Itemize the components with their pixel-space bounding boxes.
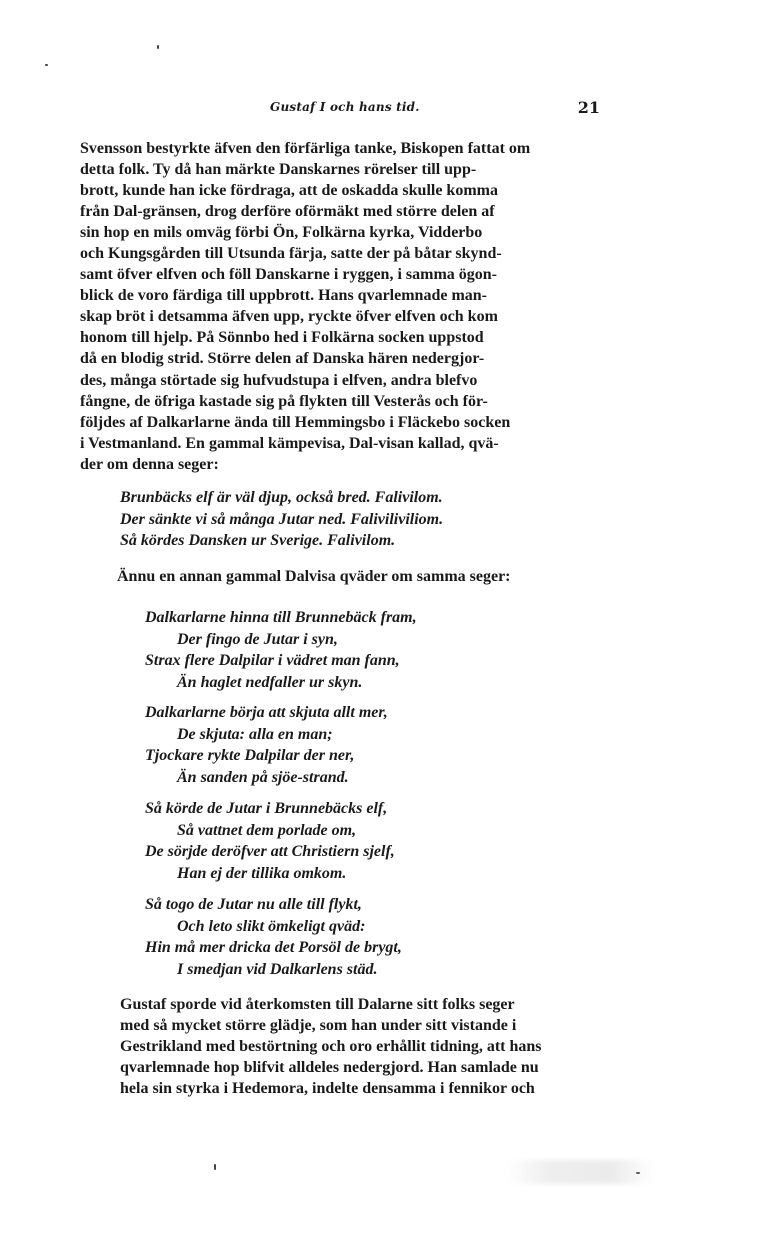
page-header: [80, 100, 600, 122]
verse-line: Han ej der tillika omkom.: [177, 864, 347, 882]
verse-line: Än sanden på sjöe-strand.: [177, 768, 349, 786]
show-through-stain: [505, 1160, 655, 1184]
text-line: detta folk. Ty då han märkte Danskarnes rörelser till upp-: [80, 161, 477, 179]
text-line: hela sin styrka i Hedemora, indelte densamma i fennikor och: [120, 1080, 535, 1098]
verse-line: De skjuta: alla en man;: [177, 725, 333, 743]
text-line: från Dal-gränsen, drog derföre oförmäkt med större delen af: [80, 203, 495, 221]
verse-line: Strax flere Dalpilar i vädret man fann,: [145, 652, 400, 669]
text-line: följdes af Dalkarlarne ända till Hemmingsbo i Fläckebo socken: [80, 413, 511, 431]
verse-line: I smedjan vid Dalkarlens städ.: [177, 960, 378, 978]
stanza-1: [145, 607, 417, 693]
verse-line: Så körde de Jutar i Brunnebäcks elf,: [145, 800, 388, 817]
verse-line: Så togo de Jutar nu alle till flykt,: [145, 896, 362, 913]
text-line: blick de voro färdiga till uppbrott. Hans qvarlemnade man-: [80, 287, 487, 305]
text-line: sin hop en mils omväg förbi Ön, Folkärna kyrka, Vidderbo: [80, 224, 483, 242]
text-line: då en blodig strid. Större delen af Danska hären nedergjor-: [80, 350, 485, 368]
text-line: der om denna seger:: [80, 455, 219, 473]
stanza-3: [145, 798, 395, 884]
ink-speck: [157, 45, 159, 49]
verse-line: Så vattnet dem porlade om,: [177, 821, 357, 839]
refrain-verse: [120, 487, 443, 552]
text-line: skap bröt i detsamma äfven upp, ryckte öfver elfven och kom: [80, 308, 498, 326]
text-line: och Kungsgården till Utsunda färja, satte der på båtar skynd-: [80, 245, 502, 263]
verse-line: Hin må mer dricka det Porsöl de brygt,: [145, 939, 402, 956]
paragraph-2: [80, 994, 613, 1099]
verse-line: Och leto slikt ömkeligt qväd:: [177, 917, 366, 935]
verse-line: Så kördes Dansken ur Sverige. Falivilom.: [120, 532, 396, 549]
verse-line: Tjockare rykte Dalpilar der ner,: [145, 747, 355, 764]
text-line: Gustaf sporde vid återkomsten till Dalarne sitt folks seger: [120, 996, 515, 1013]
text-line: qvarlemnade hop blifvit alldeles nedergjord. Han samlade nu: [120, 1059, 539, 1077]
text-line: des, många störtade sig hufvudstupa i elfven, andra blefvo: [80, 371, 478, 389]
verse-line: Dalkarlarne hinna till Brunnebäck fram,: [145, 609, 417, 626]
text-line: Ännu en annan gammal Dalvisa qväder om samma seger:: [117, 568, 511, 585]
verse-line: Brunbäcks elf är väl djup, också bred. Falivilom.: [120, 489, 443, 506]
verse-line: Än haglet nedfaller ur skyn.: [177, 673, 363, 691]
running-head: Gustaf I och hans tid.: [270, 100, 420, 114]
text-line: Gestrikland med bestörtning och oro erhållit tidning, att hans: [120, 1038, 542, 1056]
verse-line: Der fingo de Jutar i syn,: [177, 630, 338, 648]
ink-speck: [45, 64, 48, 66]
paragraph-1: [80, 138, 613, 475]
stanza-2: [145, 702, 388, 788]
stanza-4: [145, 894, 402, 980]
text-line: i Vestmanland. En gammal kämpevisa, Dal-visan kallad, qvä-: [80, 434, 499, 452]
page-number: 21: [577, 98, 600, 117]
ink-speck: [214, 1164, 216, 1170]
text-line: med så mycket större glädje, som han under sitt vistande i: [120, 1017, 517, 1035]
text-line: Svensson bestyrkte äfven den förfärliga tanke, Biskopen fattat om: [80, 140, 531, 157]
text-line: fångne, de öfriga kastade sig på flykten till Vesterås och för-: [80, 392, 488, 410]
text-line: samt öfver elfven och föll Danskarne i ryggen, i samma ögon-: [80, 266, 497, 284]
verse-line: De sörjde deröfver att Christiern sjelf,: [145, 843, 395, 860]
verse-line: Dalkarlarne börja att skjuta allt mer,: [145, 704, 388, 721]
text-line: honom till hjelp. På Sönnbo hed i Folkärna socken uppstod: [80, 329, 484, 347]
poem-intro: [117, 566, 617, 587]
text-line: brott, kunde han icke fördraga, att de oskadda skulle komma: [80, 182, 498, 200]
verse-line: Der sänkte vi så många Jutar ned. Faliviliviliom.: [120, 510, 444, 528]
